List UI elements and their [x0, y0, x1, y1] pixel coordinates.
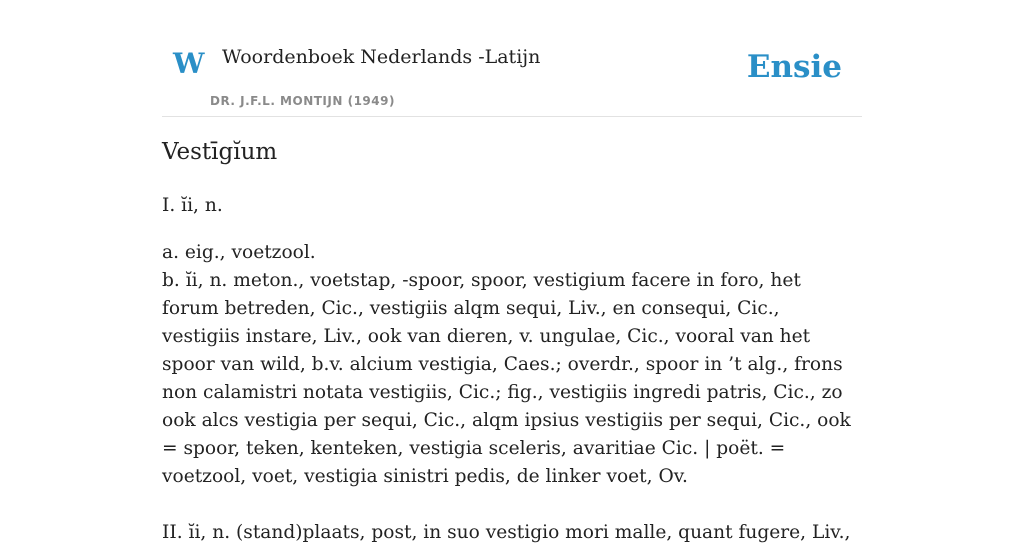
sense-a: a. eig., voetzool. — [162, 242, 316, 263]
sense-2: II. ĭi, n. (stand)plaats, post, in suo vestigio mori malle, quant fugere, Liv., — [162, 522, 851, 543]
page — [162, 0, 862, 543]
entry-body — [162, 192, 862, 547]
dictionary-author: DR. J.F.L. MONTIJN (1949) — [210, 94, 395, 108]
dictionary-title[interactable]: Woordenboek Nederlands -Latijn — [222, 46, 541, 68]
ensie-logo[interactable]: Ensie — [746, 49, 842, 85]
header — [162, 0, 862, 117]
dictionary-logo[interactable]: W — [173, 47, 205, 80]
sense-b: b. ĭi, n. meton., voetstap, -spoor, spoor, vestigium facere in foro, het forum betreden, Cic., vestigiis alqm sequi, Liv., en consequi, Cic., vestigiis instare, Liv., ook van dieren, v. ungulae, Cic., vooral van het spoor van wild, b.v. alcium vestigia, Caes.; overdr., spoor in ’t alg., frons non calamistri notata vestigiis, Cic.; fig., vestigiis ingredi patris, Cic., zo ook alcs vestigia per sequi, Cic., alqm ipsius vestigiis per sequi, Cic., ook = spoor, teken, kenteken, vestigia sceleris, avaritiae Cic. | poët. = voetzool, voet, vestigia sinistri pedis, de linker voet, Ov. — [162, 270, 851, 487]
sense-head: I. ĭi, n. — [162, 195, 223, 216]
entry-title: Vestīgĭum — [162, 139, 278, 165]
